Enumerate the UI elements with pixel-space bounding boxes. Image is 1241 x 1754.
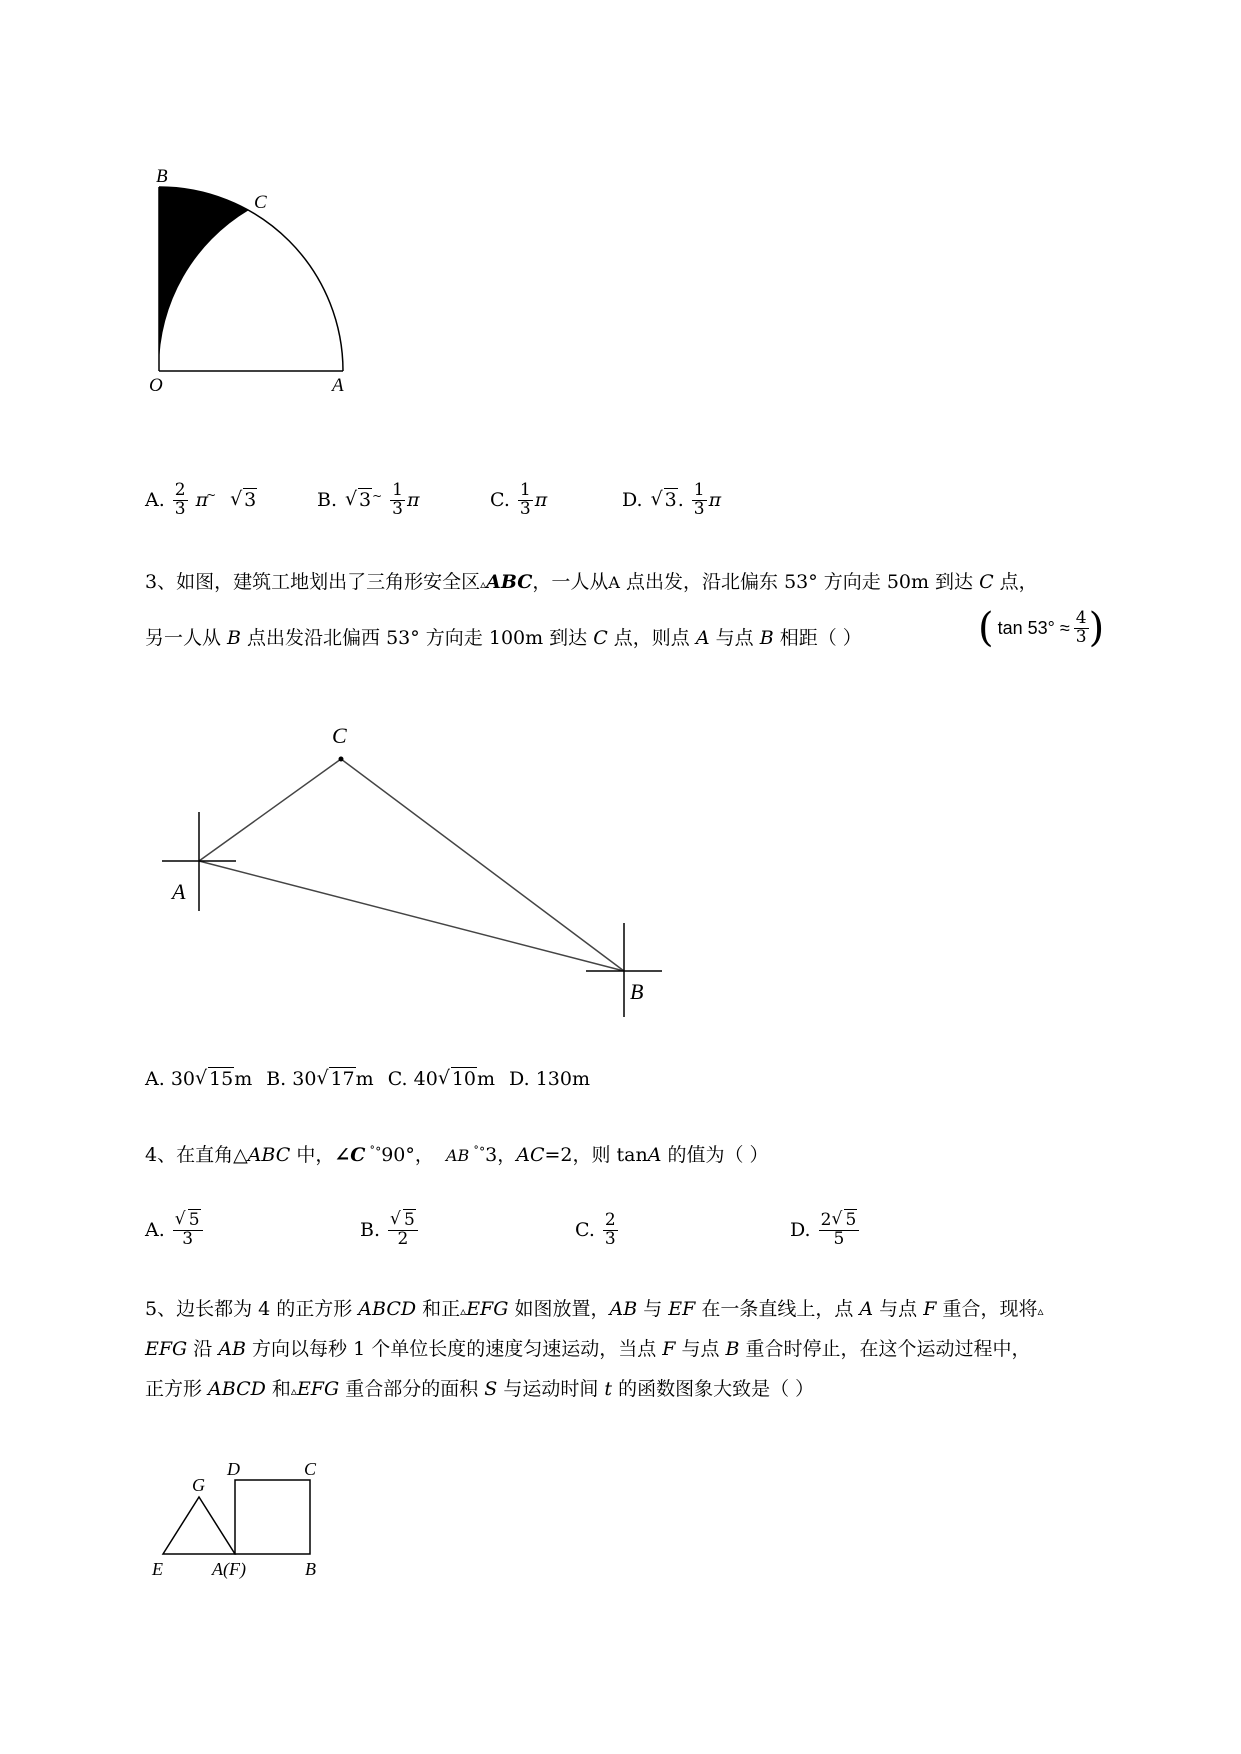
q3-option-a[interactable]: A. 30√ 15m [145, 1070, 252, 1089]
square-abcd [235, 1480, 310, 1554]
q3-option-d[interactable]: D. 130m [509, 1068, 590, 1090]
figure-quarter-circle [140, 160, 380, 400]
q4-option-c[interactable]: C. $\frac{2}{3}$ [575, 1210, 616, 1249]
q2-option-b[interactable]: B. √ 3 ~ $\frac{1}{3}$ π [317, 482, 420, 519]
q5-line-3: 正方形 ABCD 和▵EFG 重合部分的面积 S 与运动时间 t 的函数图象大致是（ ） [145, 1378, 815, 1400]
shaded-region [159, 187, 249, 368]
label-d: D [227, 1459, 240, 1479]
right-paren: ) [1088, 605, 1105, 651]
left-paren: ( [978, 605, 994, 651]
q5-line-1: 5、边长都为 4 的正方形 ABCD 和正▵EFG 如图放置，AB 与 EF 在一条直线上，点 A 与点 F 重合，现将▵ [145, 1298, 1044, 1320]
segment-ab [199, 861, 624, 971]
triangle-efg [163, 1497, 235, 1554]
segment-cb [341, 759, 624, 971]
q3-options [145, 1070, 590, 1089]
label-e: E [152, 1559, 163, 1579]
q4-text: 4、在直角△ABC 中，∠C ˚°90°， AB ˚°3，AC=2，则 tanA 的值为（ ） [145, 1144, 769, 1166]
q4-option-b[interactable]: B. √ $\frac{5}{2}$ [360, 1212, 418, 1249]
label-c: C [254, 192, 267, 213]
q3-option-c[interactable]: C. 40√ 10m [388, 1070, 495, 1089]
q3-tan-hint: ( tan 53° ≈ $\frac{4}{3}$ ) [978, 605, 1105, 651]
label-b: B [630, 979, 644, 1004]
point-c [339, 757, 344, 762]
label-c: C [304, 1459, 317, 1479]
label-a: A [172, 879, 186, 904]
q4-option-d[interactable]: D. $\frac{2√ 5}{5}$ [790, 1212, 859, 1249]
q2-option-c[interactable]: C. $\frac{1}{3}$ π [490, 480, 548, 519]
label-o: O [149, 375, 163, 396]
q3-line-2: 另一人从 B 点出发沿北偏西 53° 方向走 100m 到达 C 点，则点 A 与点 B 相距（ ） [145, 627, 862, 649]
label-a: A [332, 375, 344, 396]
label-b: B [305, 1559, 316, 1579]
q2-option-d[interactable]: D. √ 3 . $\frac{1}{3}$ π [622, 482, 721, 519]
q4-option-a[interactable]: A. √ $\frac{5}{3}$ [145, 1212, 203, 1249]
q3-option-b[interactable]: B. 30√ 17m [266, 1070, 373, 1089]
figure-triangle-abc [150, 715, 670, 1020]
segment-ac [199, 759, 341, 861]
q5-line-2: EFG 沿 AB 方向以每秒 1 个单位长度的速度匀速运动，当点 F 与点 B 重合时停止，在这个运动过程中， [145, 1338, 1031, 1360]
label-a-f: A(F) [212, 1559, 246, 1579]
figure-square-triangle [140, 1450, 340, 1590]
q3-line-1: 3、如图，建筑工地划出了三角形安全区▵ABC，一人从A 点出发，沿北偏东 53° 方向走 50m 到达 C 点， [145, 571, 1038, 593]
label-b: B [156, 166, 168, 187]
q2-option-a[interactable]: A. $\frac{2}{3}$ π ~ √ 3 [145, 482, 257, 519]
label-g: G [192, 1475, 205, 1495]
label-c: C [332, 723, 347, 748]
